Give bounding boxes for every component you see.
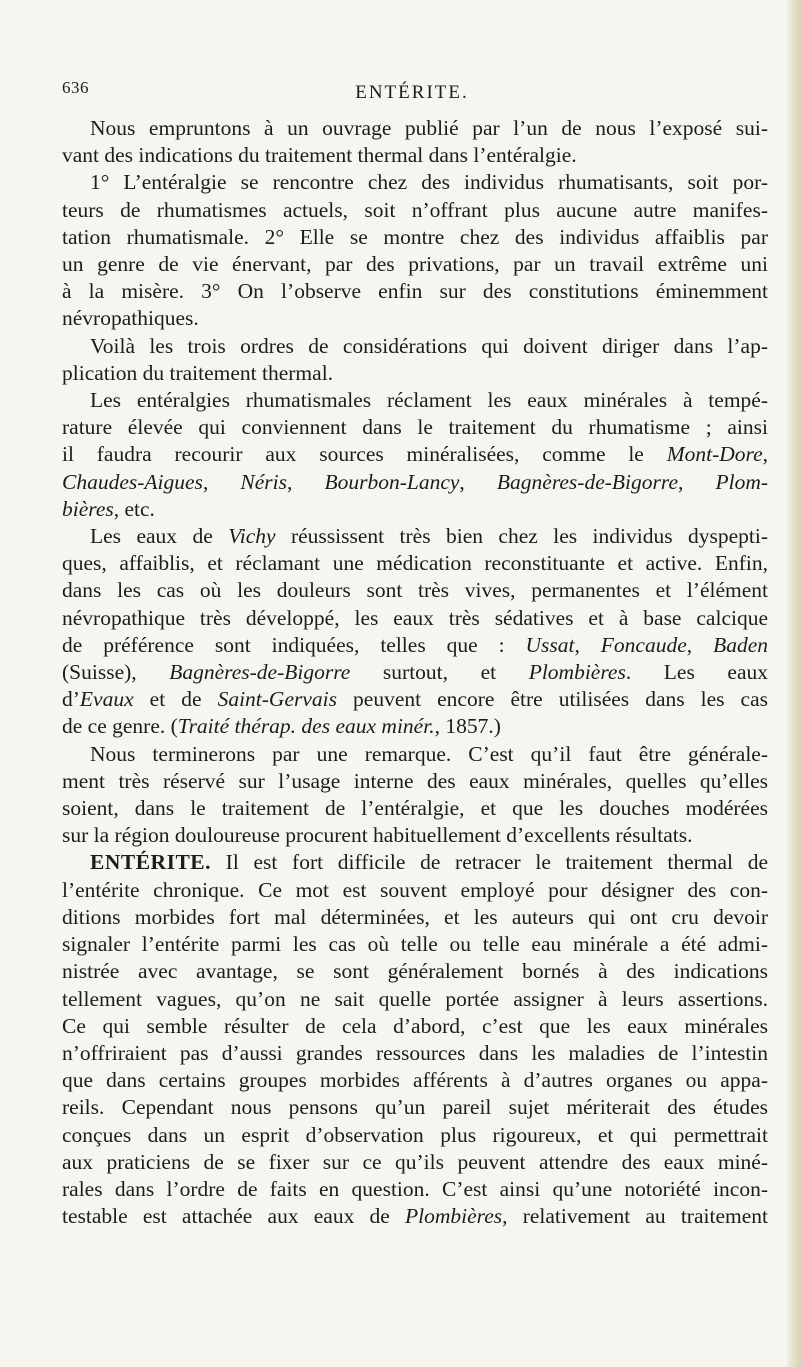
text-line: soient, dans le traitement de l’entéralgie, et que les douches modérées [62,796,768,821]
italic-term: Plom- [715,469,769,494]
italic-term: Plombières [528,660,626,685]
text-line: n’offriraient pas d’aussi grandes ressources dans les maladies de l’intestin [62,1040,768,1065]
text-line: plication du traitement thermal. [62,360,334,385]
page-edge-shadow [787,0,801,1367]
italic-term: Chaudes-Aigues [62,469,203,494]
text-line: sur la région douloureuse procurent habituellement d’excellents résultats. [62,823,693,848]
italic-term: bières [62,496,114,521]
italic-term: Mont-Dore [666,442,763,467]
italic-term: Baden [713,632,769,657]
text-line: ENTÉRITE. Il est fort difficile de retracer le traitement thermal de [90,850,768,875]
text-line: ditions morbides fort mal déterminées, et les auteurs qui ont cru devoir [62,904,768,929]
text-line: que dans certains groupes morbides afférents à d’autres organes ou appa- [62,1068,768,1093]
text-line: rature élevée qui conviennent dans le traitement du rhumatisme ; ainsi [62,415,768,440]
paragraph [62,115,768,169]
running-title: ENTÉRITE. [355,82,469,103]
text-line: Nous terminerons par une remarque. C’est qu’il faut être générale- [90,741,768,766]
text-line: il faudra recourir aux sources minéralisées, comme le Mont-Dore, [62,442,768,467]
italic-term: Saint-Gervais [217,687,337,712]
section-heading: ENTÉRITE. [90,850,211,875]
body-text [62,115,768,1230]
italic-term: Evaux [79,687,134,712]
text-line: rales dans l’ordre de faits en question. C’est ainsi qu’une notoriété incon- [62,1176,768,1201]
text-line: tellement vagues, qu’on ne sait quelle portée assigner à leurs assertions. [62,986,768,1011]
page-number: 636 [62,78,89,97]
text-line: Voilà les trois ordres de considérations qui doivent diriger dans l’ap- [90,333,768,358]
paragraph [62,387,768,523]
text-line: vant des indications du traitement thermal dans l’entéralgie. [62,143,577,168]
page-header [62,78,762,108]
text-line: névropathique très développé, les eaux très sédatives et à base calcique [62,605,768,630]
text-line: d’Evaux et de Saint-Gervais peuvent encore être utilisées dans les cas [62,687,769,712]
italic-term: Néris [240,469,287,494]
text-line: ment très réservé sur l’usage interne des eaux minérales, quelles qu’elles [62,768,768,793]
italic-term: Vichy [228,524,276,549]
text-line: conçues dans un esprit d’observation plus rigoureux, et qui permettrait [62,1122,768,1147]
text-line: ques, affaiblis, et réclamant une médication reconstituante et active. Enfin, [62,551,768,576]
italic-term: Bagnères-de-Bigorre [169,660,351,685]
text-line: Ce qui semble résulter de cela d’abord, c’est que les eaux minérales [62,1013,768,1038]
text-line: reils. Cependant nous pensons qu’un pareil sujet mériterait des études [62,1095,768,1120]
text-line: Chaudes-Aigues, Néris, Bourbon-Lancy, Bagnères-de-Bigorre, Plom- [62,469,769,494]
text-line: tation rhumatismale. 2° Elle se montre chez des individus affaiblis par [62,224,768,249]
text-line: bières, etc. [62,496,155,521]
italic-term: Traité thérap. des eaux minér. [177,714,435,739]
text-line: Les entéralgies rhumatismales réclament les eaux minérales à tempé- [90,388,768,413]
text-line: de préférence sont indiquées, telles que : Ussat, Foncaude, Baden [62,632,769,657]
text-line: dans les cas où les douleurs sont très vives, permanentes et l’élément [62,578,768,603]
text-line: Nous empruntons à un ouvrage publié par l’un de nous l’exposé sui- [90,116,768,140]
text-line: (Suisse), Bagnères-de-Bigorre surtout, et Plombières. Les eaux [62,660,768,685]
paragraph [62,523,768,741]
text-line: nistrée avec avantage, se sont généralement bornés à des indications [62,959,768,984]
italic-term: Foncaude [600,632,687,657]
text-line: teurs de rhumatismes actuels, soit n’offrant plus aucune autre manifes- [62,197,768,222]
text-line: de ce genre. (Traité thérap. des eaux minér., 1857.) [62,714,501,739]
italic-term: Ussat [525,632,575,657]
text-line: aux praticiens de se fixer sur ce qu’ils peuvent attendre des eaux miné- [62,1149,768,1174]
italic-term: Bourbon-Lancy [324,469,460,494]
text-line: testable est attachée aux eaux de Plombières, relativement au traitement [62,1204,768,1229]
text-line: Les eaux de Vichy réussissent très bien chez les individus dyspepti- [90,524,769,549]
italic-term: Plombières [405,1204,503,1229]
text-line: à la misère. 3° On l’observe enfin sur des constitutions éminemment [62,279,768,304]
paragraph [62,169,768,332]
text-line: un genre de vie énervant, par des privations, par un travail extrême uni [62,252,768,277]
paragraph [62,333,768,387]
text-line: névropathiques. [62,306,199,331]
italic-term: Bagnères-de-Bigorre [496,469,678,494]
text-line: signaler l’entérite parmi les cas où telle ou telle eau minérale a été admi- [62,932,768,957]
paragraph [62,849,768,1230]
text-line: 1° L’entéralgie se rencontre chez des individus rhumatisants, soit por- [90,170,768,195]
paragraph [62,741,768,850]
text-line: l’entérite chronique. Ce mot est souvent employé pour désigner des con- [62,877,768,902]
